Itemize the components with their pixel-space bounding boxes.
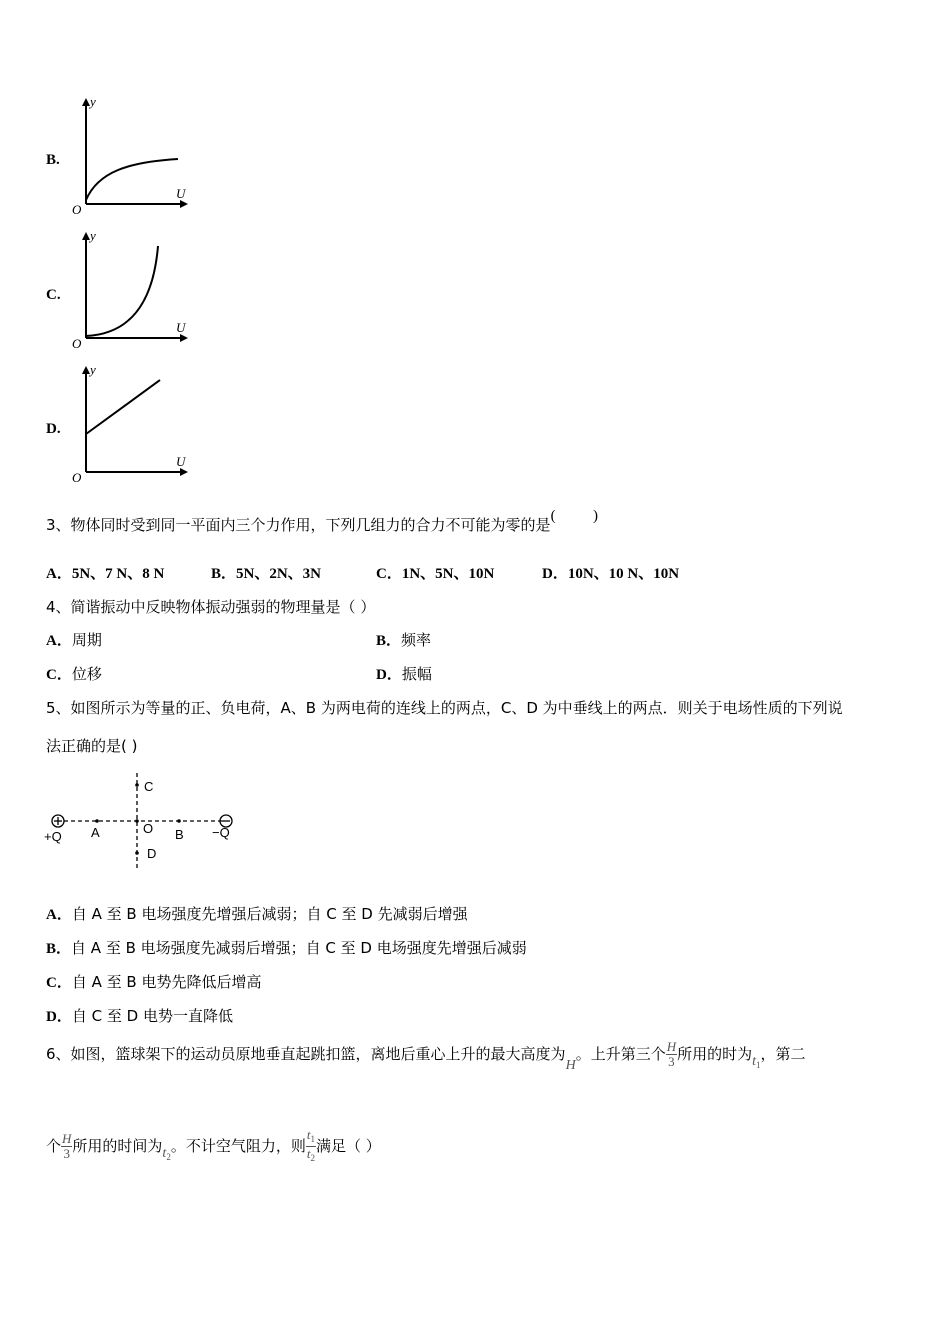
point-c-label: C <box>144 779 154 794</box>
q4-option-c: C．位移 <box>46 665 102 683</box>
origin-label: O <box>72 336 82 351</box>
fraction-h-over-3-2: $\frac{H}{3}$ <box>62 1131 72 1161</box>
graph-c-curve <box>86 246 158 336</box>
option-b-label: B. <box>46 152 60 168</box>
y-axis-label: y <box>90 228 96 243</box>
var-t2: $t_2$ <box>162 1146 171 1162</box>
question-5-line1: 5、如图所示为等量的正、负电荷，A、B 为两电荷的连线上的两点，C、D 为中垂线上的两点．则关于电场性质的下列说 <box>46 699 843 717</box>
question-5-line2: 法正确的是( ) <box>46 737 138 755</box>
var-h: H <box>565 1058 576 1073</box>
minus-q-label: −Q <box>212 825 230 840</box>
question-3 <box>46 508 599 535</box>
y-axis-label: y <box>90 362 96 377</box>
q4-option-b: B．频率 <box>376 631 432 649</box>
question-6-line2: 个 $\frac{H}{3}$ 所用的时间为$t_2$。不计空气阻力，则 $\frac{t_1}{t_2}$ 满足（ ） <box>46 1127 381 1163</box>
question-4-text: 4、简谐振动中反映物体振动强弱的物理量是（ ） <box>46 598 376 616</box>
graph-c <box>68 226 198 355</box>
point-d-label: D <box>147 846 157 861</box>
graph-b-curve <box>86 159 178 200</box>
q3-option-d: D．10N、10 N、10N <box>542 566 680 582</box>
var-t1: $t_1$ <box>752 1054 761 1070</box>
q3-option-c: C．1N、5N、10N <box>376 566 495 582</box>
question-3-text: 3、物体同时受到同一平面内三个力作用，下列几组力的合力不可能为零的是 <box>46 516 551 534</box>
q5-option-c: C．自 A 至 B 电势先降低后增高 <box>46 973 262 991</box>
origin-label: O <box>72 202 82 217</box>
plus-q-label: +Q <box>44 829 62 844</box>
q4-option-d: D．振幅 <box>376 665 432 683</box>
fraction-h-over-3: $\frac{H}{3}$ <box>666 1039 677 1069</box>
graph-d-line <box>86 380 160 434</box>
option-d-label: D. <box>46 421 61 437</box>
x-axis-label: U <box>176 320 186 335</box>
point-b-label: B <box>175 827 184 842</box>
q5-option-a: A．自 A 至 B 电场强度先增强后减弱；自 C 至 D 先减弱后增强 <box>46 905 468 923</box>
x-axis-label: U <box>176 454 186 469</box>
fraction-t1-over-t2: $\frac{t_1}{t_2}$ <box>306 1127 315 1163</box>
question-6-line1: 6、如图，篮球架下的运动员原地垂直起跳扣篮，离地后重心上升的最大高度为H。上升第三个 $\frac{H}{3}$ 所用的时为$t_1$，第二 <box>46 1039 806 1073</box>
q5-option-b: B．自 A 至 B 电场强度先减弱后增强；自 C 至 D 电场强度先增强后减弱 <box>46 939 527 957</box>
charge-figure <box>42 770 252 874</box>
q4-option-a: A．周期 <box>46 631 102 649</box>
y-axis-label: y <box>90 94 96 109</box>
x-axis-label: U <box>176 186 186 201</box>
q3-option-a: A．5N、7 N、8 N <box>46 566 165 582</box>
q3-option-b: B．5N、2N、3N <box>211 566 322 582</box>
origin-label: O <box>72 470 82 485</box>
point-a-label: A <box>91 825 100 840</box>
point-o-label: O <box>143 821 154 836</box>
answer-paren: ( ) <box>550 508 599 524</box>
option-c-label: C. <box>46 287 61 303</box>
graph-b <box>68 92 198 221</box>
graph-d <box>68 360 198 489</box>
q5-option-d: D．自 C 至 D 电势一直降低 <box>46 1007 233 1025</box>
